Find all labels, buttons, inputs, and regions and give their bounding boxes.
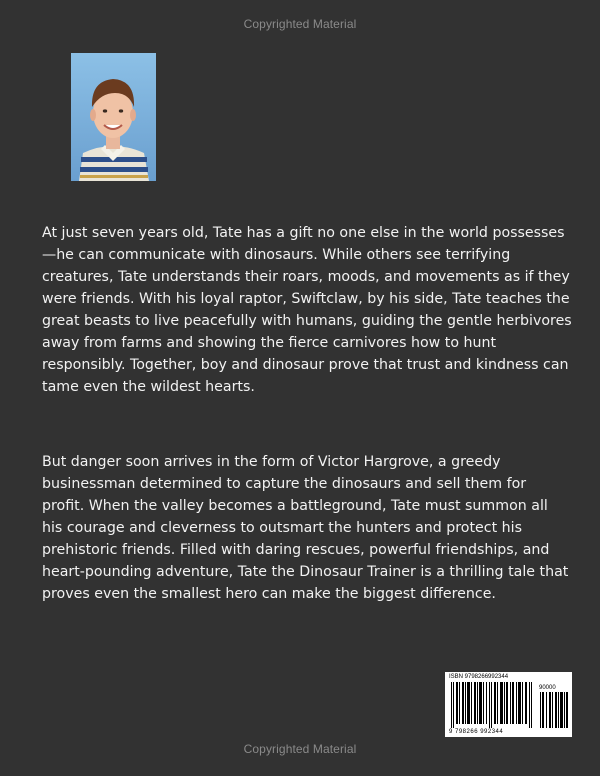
price-code: 90000 bbox=[539, 685, 556, 691]
barcode-digits: 9 798266 992344 bbox=[449, 729, 504, 735]
addon-barcode-bars bbox=[539, 692, 569, 728]
back-cover-description-paragraph: At just seven years old, Tate has a gift no one else in the world possesses—he can communicate with dinosaurs. While others see terrifying creatures, Tate understands their roars, moods, and movements as if they were friends. With his loyal raptor, Swiftclaw, by his side, Tate teaches the great beasts to live peacefully with humans, guiding the gentle herbivores away from farms and showing the fierce carnivores how to hunt responsibly. Together, boy and dinosaur prove that trust and kindness can tame even the wildest hearts. bbox=[42, 225, 572, 395]
copyright-watermark-top: Copyrighted Material bbox=[243, 17, 357, 31]
barcode-bars bbox=[449, 682, 535, 728]
isbn-label: ISBN 9798266992344 bbox=[449, 674, 509, 680]
author-photo bbox=[71, 53, 156, 181]
back-cover-description-paragraph: But danger soon arrives in the form of Victor Hargrove, a greedy businessman determined to capture the dinosaurs and sell them for profit. When the valley becomes a battleground, Tate must summon all his courage and cleverness to outsmart the hunters and protect his prehistoric friends. Filled with daring rescues, powerful friendships, and heart-pounding adventure, Tate the Dinosaur Trainer is a thrilling tale that proves even the smallest hero can make the biggest difference. bbox=[42, 454, 569, 602]
isbn-barcode bbox=[445, 672, 572, 737]
copyright-watermark-bottom: Copyrighted Material bbox=[243, 742, 357, 756]
